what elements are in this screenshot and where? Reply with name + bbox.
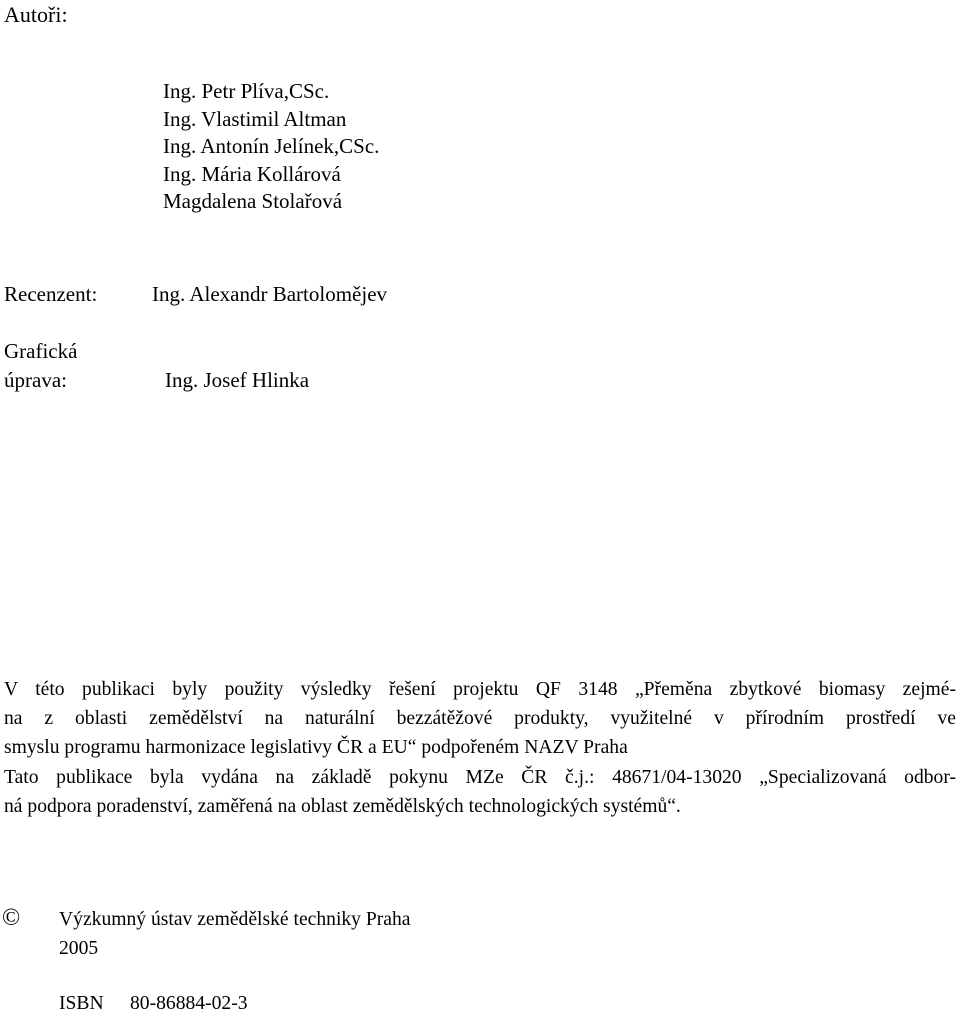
- author-list: [163, 78, 379, 216]
- note-line: V této publikaci byly použity výsledky řešení projektu QF 3148 „Přeměna zbytkové biomasy zejmé-: [4, 679, 956, 700]
- author-name: Ing. Mária Kollárová: [163, 161, 341, 186]
- author-name: Ing. Vlastimil Altman: [163, 106, 347, 131]
- graphic-design-name: Ing. Josef Hlinka: [165, 368, 310, 392]
- isbn-number: 80-86884-02-3: [130, 993, 248, 1014]
- copyright-year: 2005: [59, 938, 99, 959]
- note-line: ná podpora poradenství, zaměřená na oblast zemědělských technologických systémů“.: [4, 795, 681, 817]
- reviewer-name: Ing. Alexandr Bartolomějev: [152, 282, 388, 306]
- copyright-icon: ©: [2, 905, 21, 931]
- authors-heading: Autoři:: [4, 2, 68, 27]
- isbn-label: ISBN: [59, 993, 104, 1014]
- author-name: Ing. Antonín Jelínek,CSc.: [163, 134, 380, 158]
- graphic-design-label-line1: Grafická: [4, 339, 78, 363]
- note-line: Tato publikace byla vydána na základě pokynu MZe ČR č.j.: 48671/04-13020 „Specializovaná odbor-: [4, 766, 956, 788]
- note-line: smyslu programu harmonizace legislativy ČR a EU“ podpořeném NAZV Praha: [4, 737, 628, 759]
- graphic-design-label-line2: úprava:: [4, 368, 67, 392]
- publication-note: [4, 675, 956, 821]
- note-line: na z oblasti zemědělství na naturální bezzátěžové produkty, využitelné v přírodním prostředí ve: [4, 708, 956, 730]
- author-name: Magdalena Stolařová: [163, 189, 343, 213]
- author-name: Ing. Petr Plíva,CSc.: [163, 79, 330, 103]
- reviewer-label: Recenzent:: [4, 282, 98, 306]
- copyright-institution: Výzkumný ústav zemědělské techniky Praha: [59, 909, 411, 930]
